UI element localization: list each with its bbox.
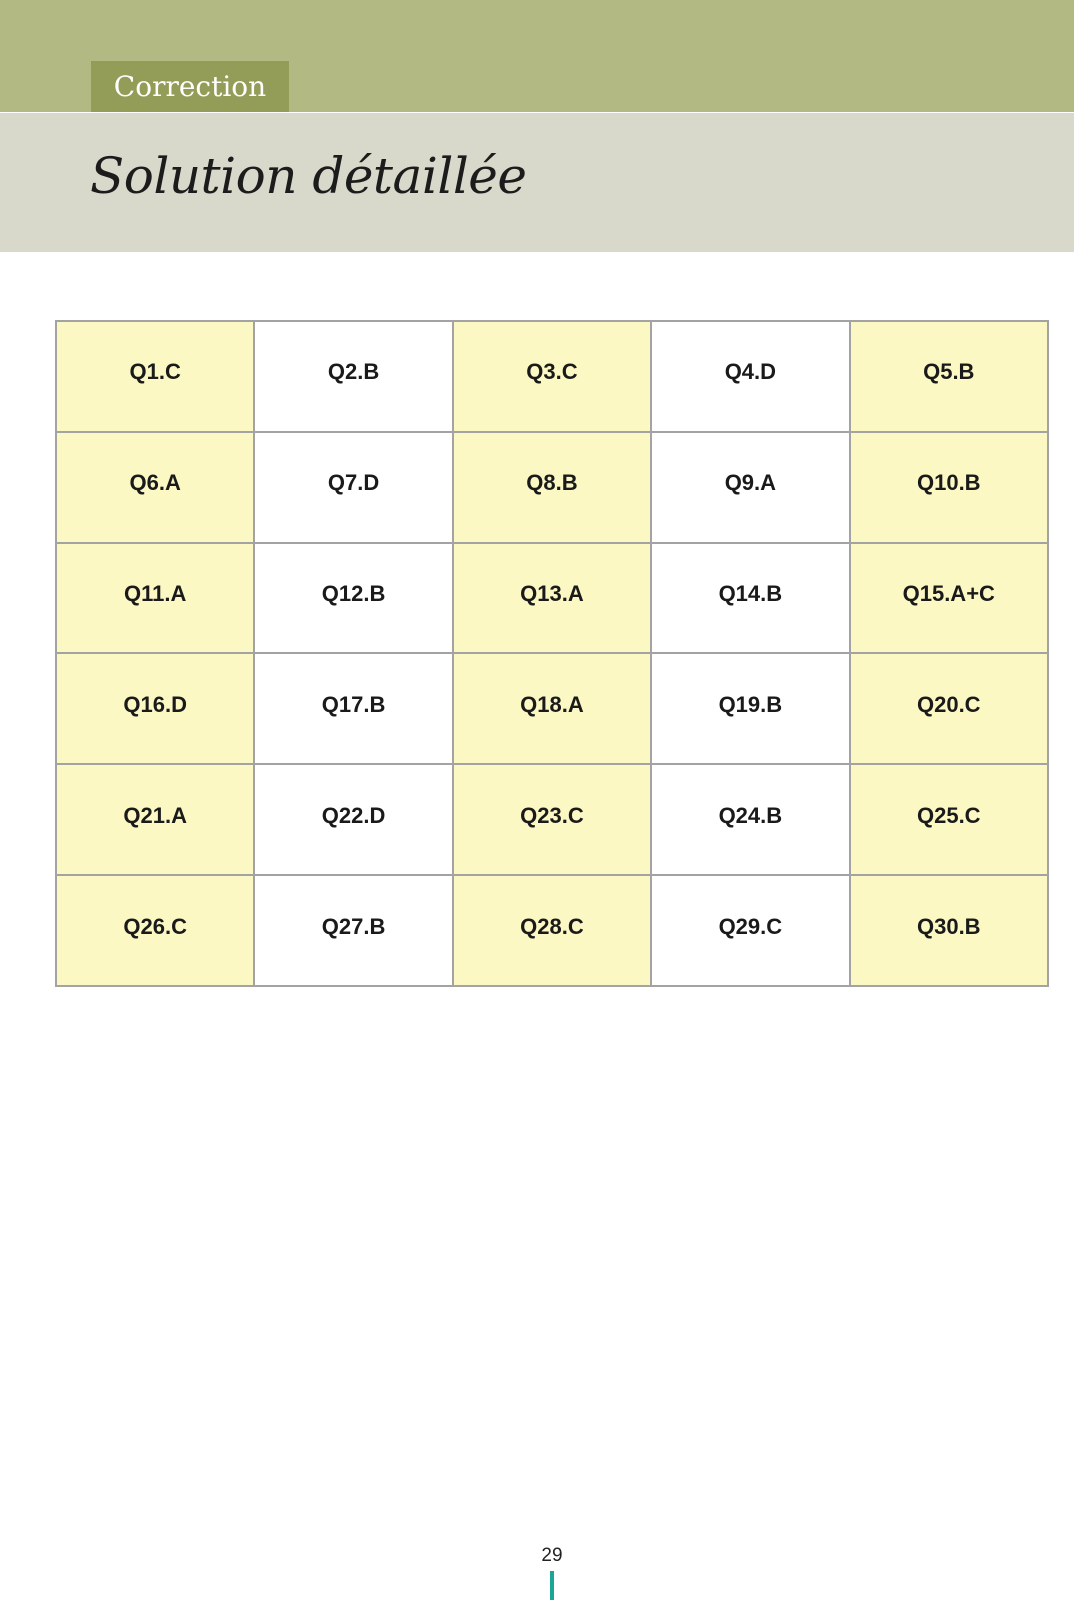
answer-cell: Q19.B xyxy=(651,653,849,764)
answer-cell: Q21.A xyxy=(56,764,254,875)
answer-cell: Q3.C xyxy=(453,321,651,432)
answer-cell: Q27.B xyxy=(254,875,452,986)
answer-cell: Q7.D xyxy=(254,432,452,543)
answer-cell: Q11.A xyxy=(56,543,254,654)
answer-cell: Q5.B xyxy=(850,321,1048,432)
answer-table xyxy=(55,320,1049,987)
answer-cell: Q6.A xyxy=(56,432,254,543)
page-title: Solution détaillée xyxy=(90,147,527,205)
answer-cell: Q15.A+C xyxy=(850,543,1048,654)
answer-cell: Q24.B xyxy=(651,764,849,875)
answer-cell: Q4.D xyxy=(651,321,849,432)
answer-cell: Q22.D xyxy=(254,764,452,875)
answer-cell: Q9.A xyxy=(651,432,849,543)
table-row xyxy=(56,653,1048,764)
answer-cell: Q2.B xyxy=(254,321,452,432)
answer-cell: Q16.D xyxy=(56,653,254,764)
answer-cell: Q18.A xyxy=(453,653,651,764)
answer-cell: Q28.C xyxy=(453,875,651,986)
table-row xyxy=(56,432,1048,543)
answer-cell: Q20.C xyxy=(850,653,1048,764)
table-row xyxy=(56,764,1048,875)
answer-cell: Q1.C xyxy=(56,321,254,432)
answer-cell: Q29.C xyxy=(651,875,849,986)
answer-cell: Q12.B xyxy=(254,543,452,654)
answer-cell: Q26.C xyxy=(56,875,254,986)
answer-cell: Q14.B xyxy=(651,543,849,654)
answer-cell: Q8.B xyxy=(453,432,651,543)
answer-cell: Q13.A xyxy=(453,543,651,654)
table-row xyxy=(56,543,1048,654)
table-row xyxy=(56,321,1048,432)
answer-cell: Q25.C xyxy=(850,764,1048,875)
answer-cell: Q17.B xyxy=(254,653,452,764)
section-tab: Correction xyxy=(91,61,289,112)
answer-cell: Q10.B xyxy=(850,432,1048,543)
answer-cell: Q30.B xyxy=(850,875,1048,986)
page-marker-line xyxy=(550,1571,554,1600)
page-number: 29 xyxy=(541,1545,563,1566)
answer-cell: Q23.C xyxy=(453,764,651,875)
table-row xyxy=(56,875,1048,986)
